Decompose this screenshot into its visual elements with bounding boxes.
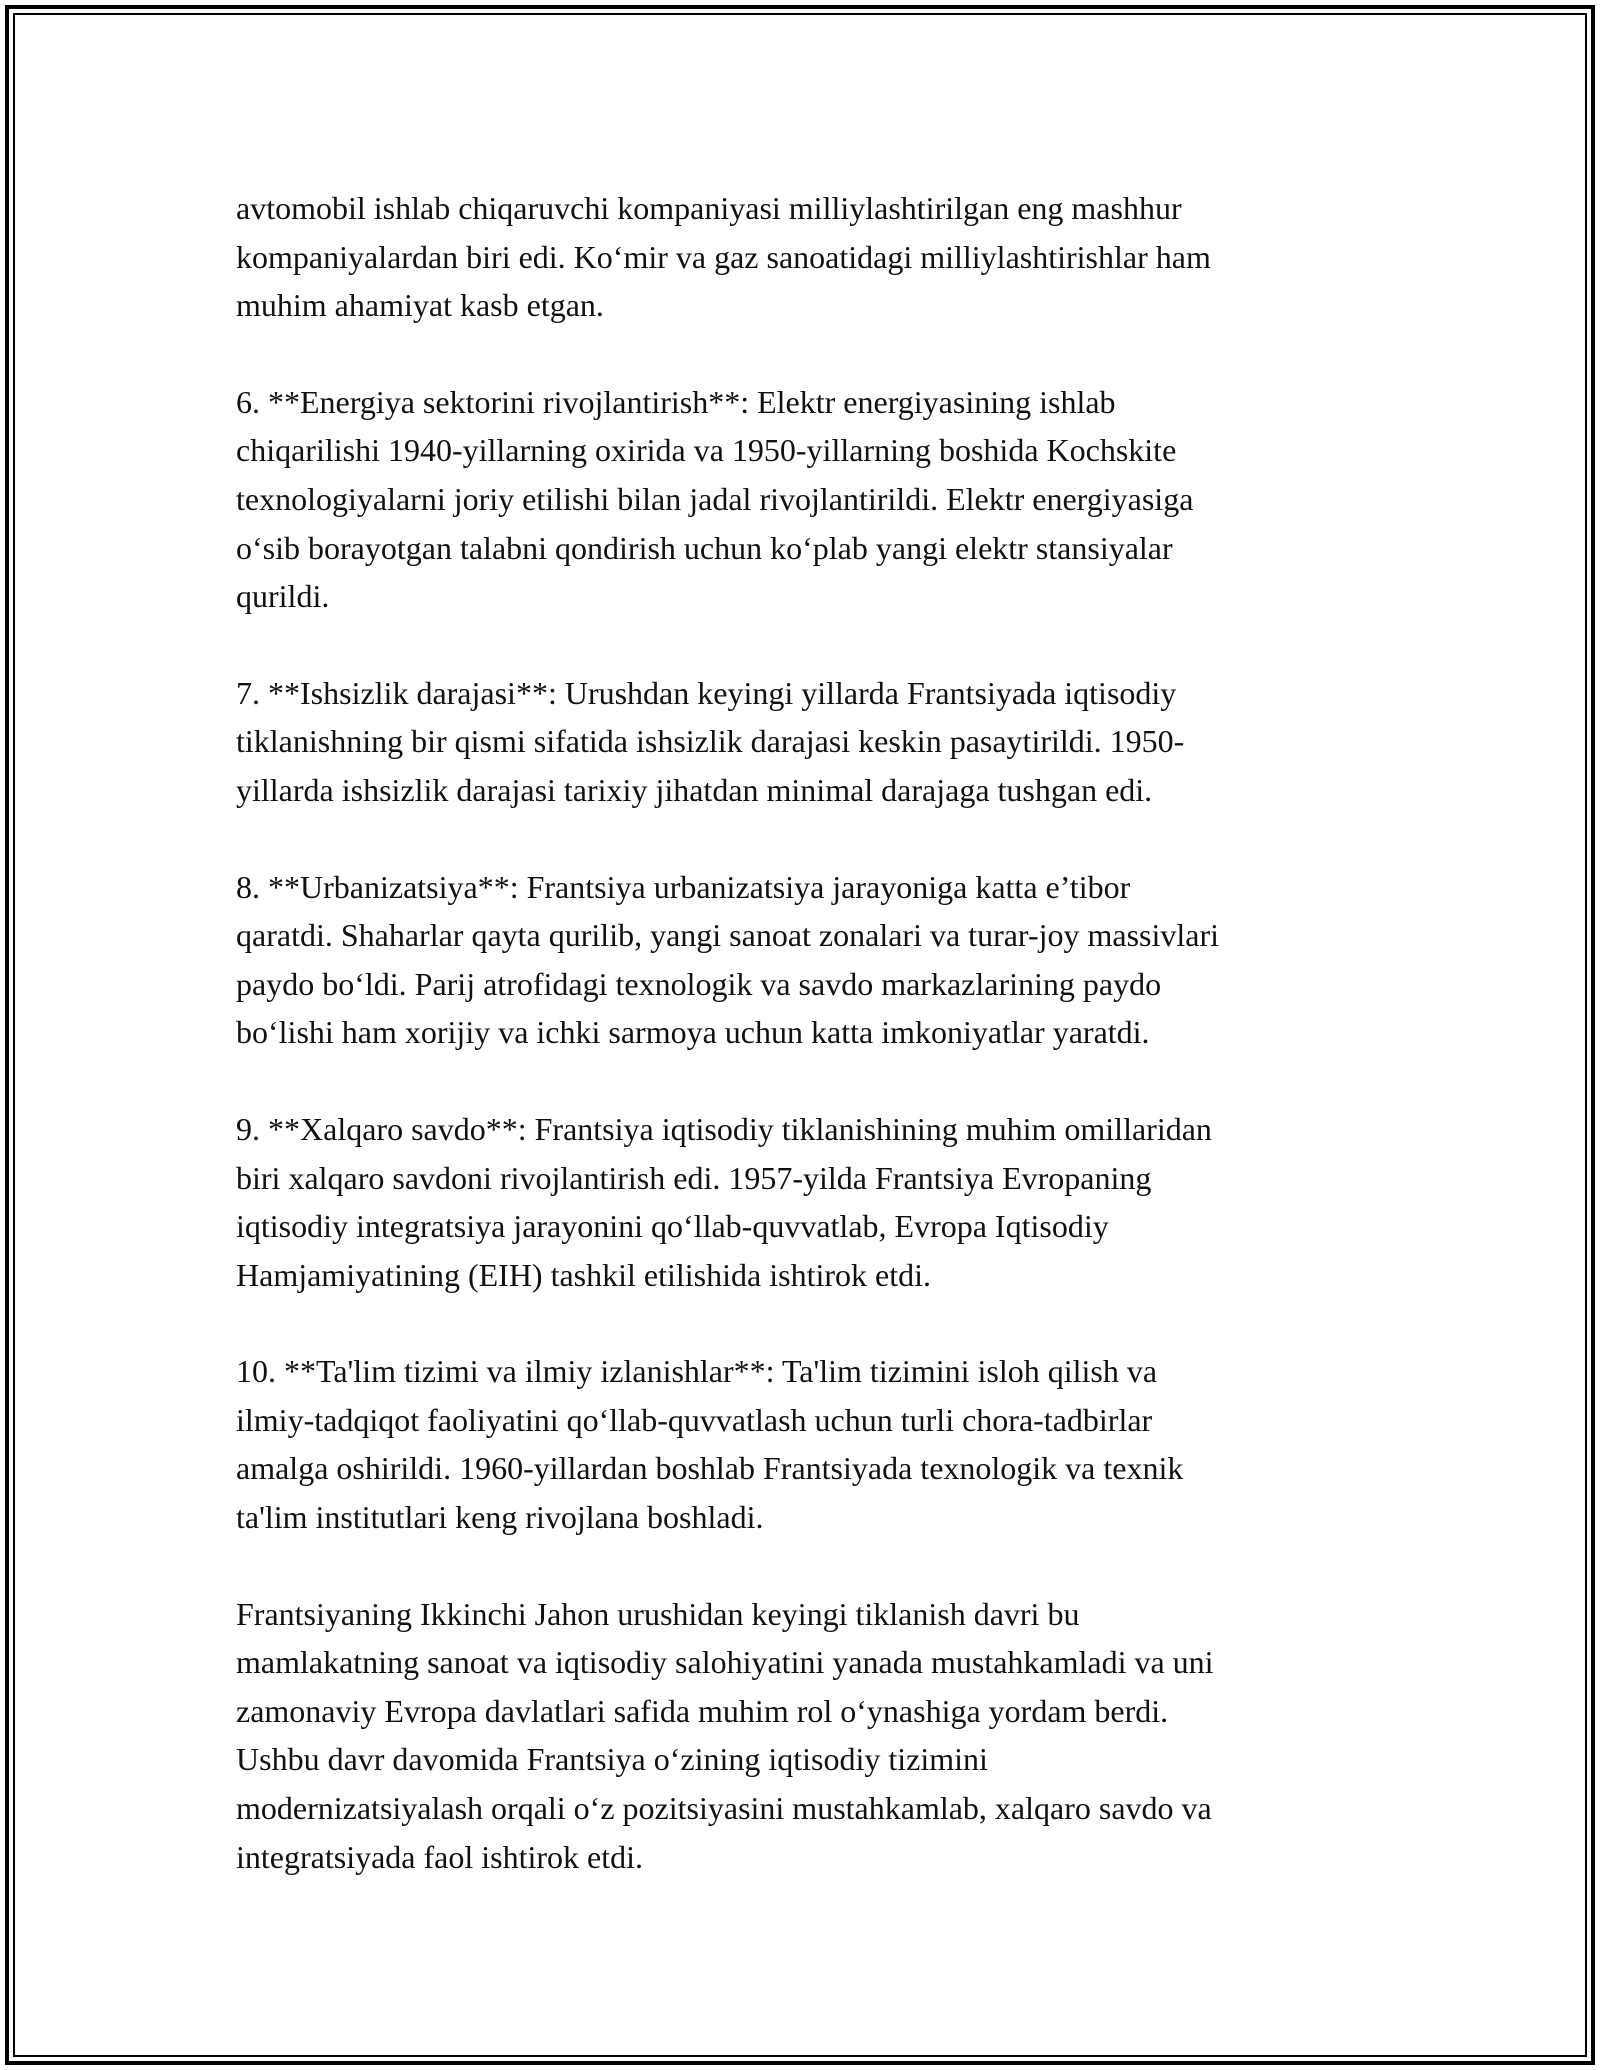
paragraph-international-trade: 9. **Xalqaro savdo**: Frantsiya iqtisodiy tiklanishining muhim omillaridan biri xalqaro savdoni rivojlantirish edi. 1957-yilda Frantsiya Evropaning iqtisodiy integratsiya jarayonini qo‘llab-quvvatlab, Evropa Iqtisodiy Hamjamiyatining (EIH) tashkil etilishida ishtirok etdi. [236, 1110, 1212, 1293]
paragraph-unemployment: 7. **Ishsizlik darajasi**: Urushdan keyingi yillarda Frantsiyada iqtisodiy tiklanishning bir qismi sifatida ishsizlik darajasi keskin pasaytirildi. 1950- yillarda ishsizlik darajasi tarixiy jihatdan minimal darajaga tushgan edi. [236, 674, 1185, 808]
paragraph-education: 10. **Ta'lim tizimi va ilmiy izlanishlar**: Ta'lim tizimini isloh qilish va ilmiy-tadqiqot faoliyatini qo‘llab-quvvatlash uchun turli chora-tadbirlar amalga oshirildi. 1960-yillardan boshlab Frantsiyada texnologik va texnik ta'lim institutlari keng rivojlana boshladi. [236, 1353, 1184, 1536]
paragraph-nationalization-continued: avtomobil ishlab chiqaruvchi kompaniyasi milliylashtirilgan eng mashhur kompaniyalardan biri edi. Ko‘mir va gaz sanoatidagi milliylashtirishlar ham muhim ahamiyat kasb etgan. [236, 190, 1211, 324]
paragraph-urbanization: 8. **Urbanizatsiya**: Frantsiya urbanizatsiya jarayoniga katta e’tibor qaratdi. Shaharlar qayta qurilib, yangi sanoat zonalari va turar-joy massivlari paydo bo‘ldi. Parij atrofidagi texnologik va savdo markazlarining paydo bo‘lishi ham xorijiy va ichki sarmoya uchun katta imkoniyatlar yaratdi. [236, 868, 1220, 1051]
paragraph-conclusion: Frantsiyaning Ikkinchi Jahon urushidan keyingi tiklanish davri bu mamlakatning sanoat va iqtisodiy salohiyatini yanada mustahkamladi va uni zamonaviy Evropa davlatlari safida muhim rol o‘ynashiga yordam berdi. Ushbu davr davomida Frantsiya o‘zining iqtisodiy tizimini modernizatsiyalash orqali o‘z pozitsiyasini mustahkamlab, xalqaro savdo va integratsiyada faol ishtirok etdi. [236, 1595, 1214, 1875]
document-body [236, 184, 1376, 1929]
paragraph-energy-sector: 6. **Energiya sektorini rivojlantirish**: Elektr energiyasining ishlab chiqarilishi 1940-yillarning oxirida va 1950-yillarning boshida Kochskite texnologiyalarni joriy etilishi bilan jadal rivojlantirildi. Elektr energiyasiga o‘sib borayotgan talabni qondirish uchun ko‘plab yangi elektr stansiyalar qurildi. [236, 383, 1194, 615]
